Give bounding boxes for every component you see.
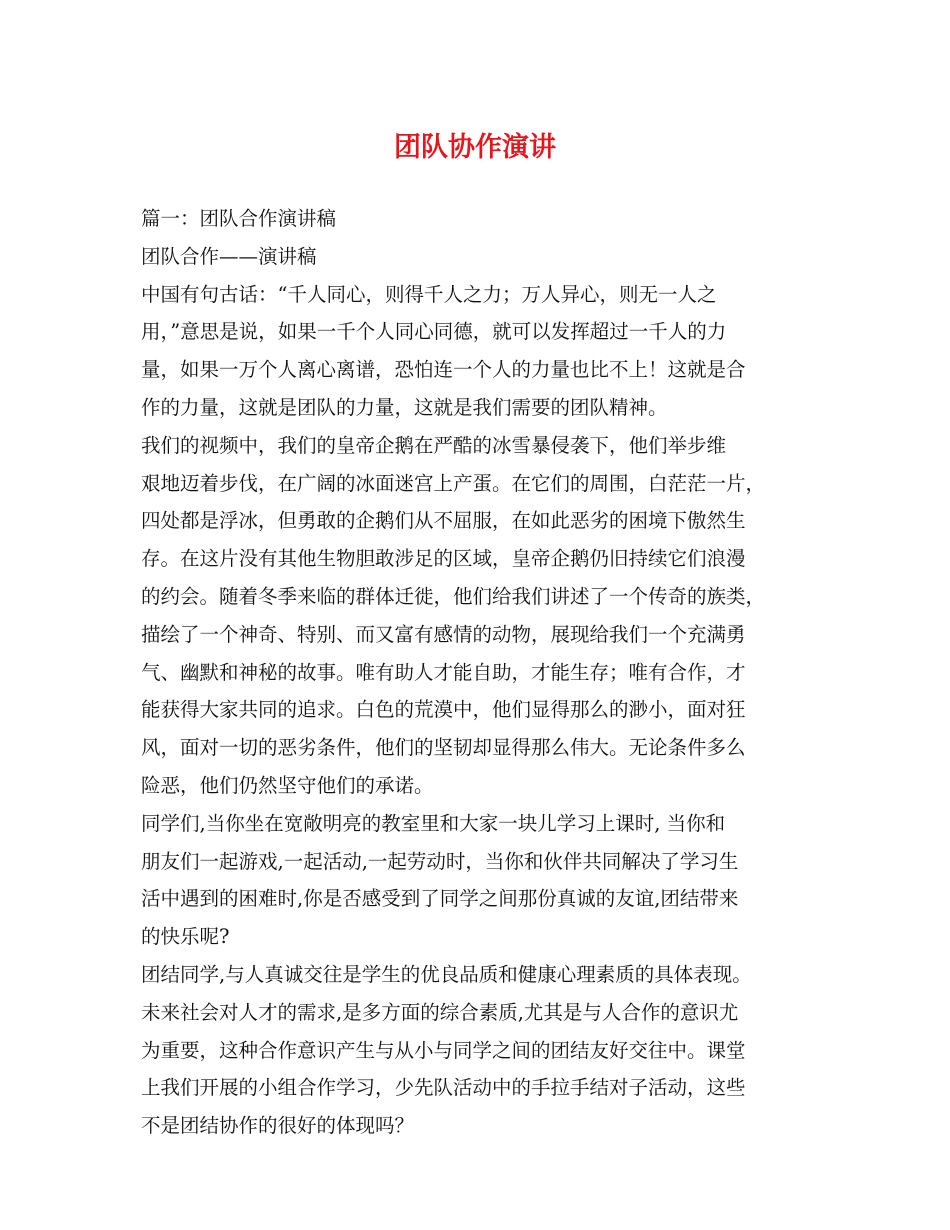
text-line: 上我们开展的小组合作学习，少先队活动中的手拉手结对子活动，这些 xyxy=(141,1076,746,1100)
document-title: 团队协作演讲 xyxy=(394,132,556,163)
text-line: 描绘了一个神奇、特别、而又富有感情的动物，展现给我们一个充满勇 xyxy=(141,622,746,646)
text-line: 篇一：团队合作演讲稿 xyxy=(141,207,337,230)
text-line: 我们的视频中，我们的皇帝企鹅在严酷的冰雪暴侵袭下，他们举步维 xyxy=(141,433,727,457)
text-line: 量，如果一万个人离心离谱，恐怕连一个人的力量也比不上！这就是合 xyxy=(141,358,746,382)
text-line: 用，”意思是说，如果一千个人同心同德，就可以发挥超过一千人的力 xyxy=(141,320,727,344)
text-line: 同学们,当你坐在宽敞明亮的教室里和大家一块儿学习上课时, 当你和 xyxy=(141,811,726,835)
document-body xyxy=(141,200,821,1145)
text-line: 四处都是浮冰，但勇敢的企鹅们从不屈服，在如此恶劣的困境下傲然生 xyxy=(141,509,746,533)
text-line: 中国有句古话：“千人同心，则得千人之力；万人异心，则无一人之 xyxy=(141,282,717,306)
text-line: 的快乐呢? xyxy=(141,925,230,949)
text-line: 活中遇到的困难时,你是否感受到了同学之间那份真诚的友谊,团结带来 xyxy=(141,887,739,911)
text-line: 存。在这片没有其他生物胆敢涉足的区域，皇帝企鹅仍旧持续它们浪漫 xyxy=(141,547,746,571)
text-line: 朋友们一起游戏,一起活动,一起劳动时，当你和伙伴共同解决了学习生 xyxy=(141,849,739,873)
text-line: 风，面对一切的恶劣条件，他们的坚韧却显得那么伟大。无论条件多么 xyxy=(141,736,746,760)
text-line: 不是团结协作的很好的体现吗？ xyxy=(141,1114,415,1138)
text-line: 作的力量，这就是团队的力量，这就是我们需要的团队精神。 xyxy=(141,395,668,419)
text-line: 险恶，他们仍然坚守他们的承诺。 xyxy=(141,773,434,797)
text-line: 的约会。随着冬季来临的群体迁徙，他们给我们讲述了一个传奇的族类， xyxy=(141,584,766,608)
text-line: 未来社会对人才的需求,是多方面的综合素质,尤其是与人合作的意识尤 xyxy=(141,1000,739,1024)
text-line: 团结同学,与人真诚交往是学生的优良品质和健康心理素质的具体表现。 xyxy=(141,962,752,986)
text-line: 团队合作——演讲稿 xyxy=(141,244,317,268)
text-line: 气、幽默和神秘的故事。唯有助人才能自助，才能生存；唯有合作，才 xyxy=(141,660,746,684)
text-line: 能获得大家共同的追求。白色的荒漠中，他们显得那么的渺小，面对狂 xyxy=(141,698,746,722)
text-line: 艰地迈着步伐，在广阔的冰面迷宫上产蛋。在它们的周围，白茫茫一片， xyxy=(141,471,766,495)
text-line: 为重要，这种合作意识产生与从小与同学之间的团结友好交往中。课堂 xyxy=(141,1038,746,1062)
